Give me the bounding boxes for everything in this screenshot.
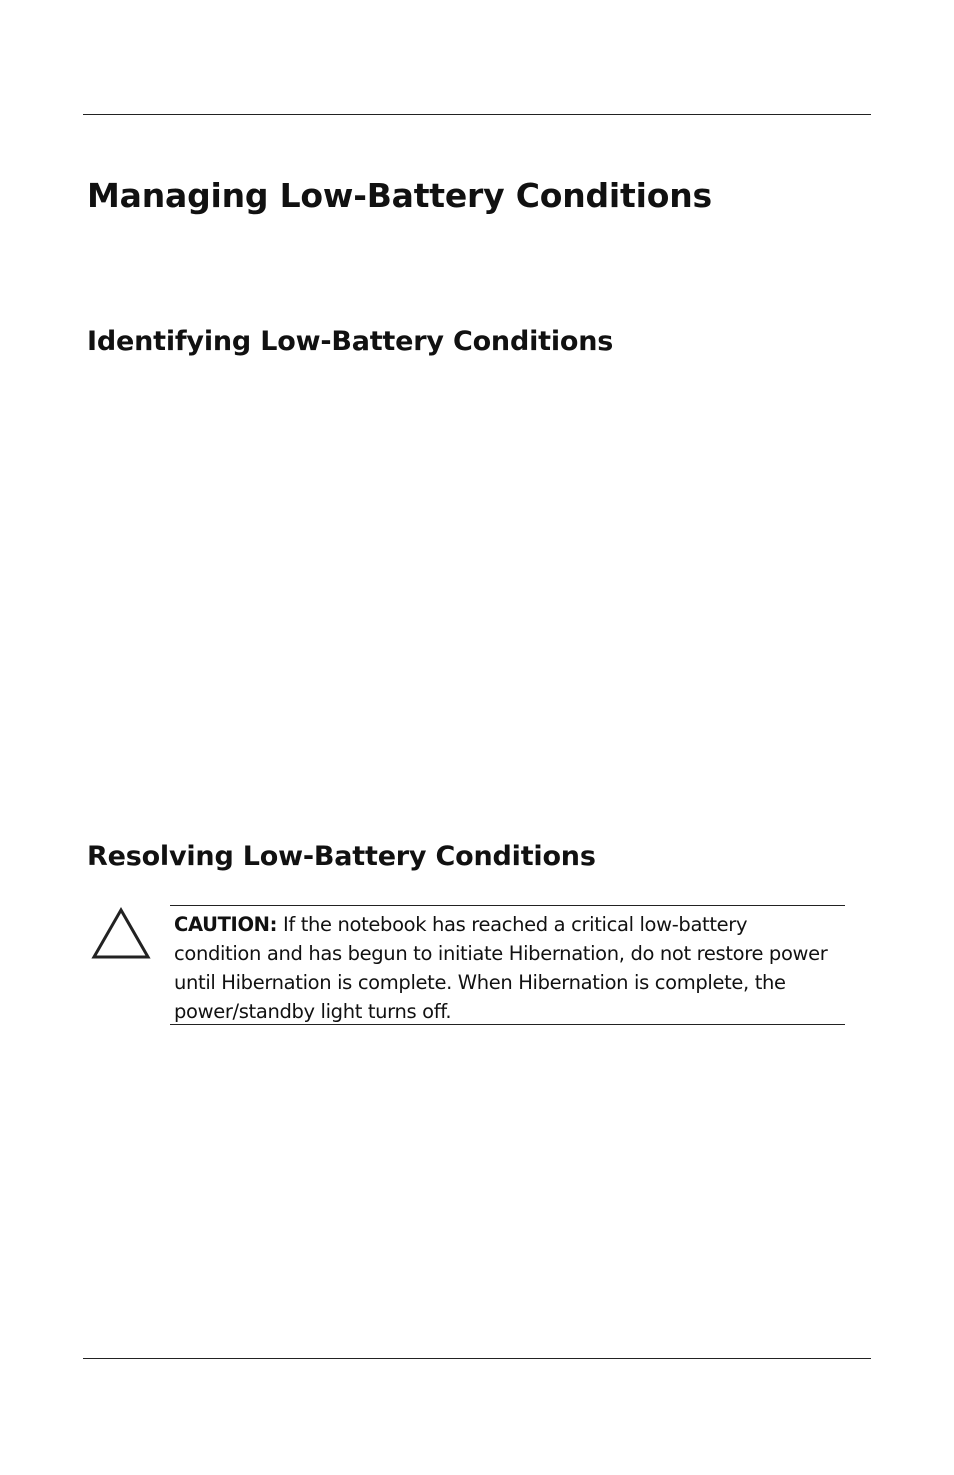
- header-rule: [83, 114, 871, 115]
- footer-rule: [83, 1358, 871, 1359]
- caution-paragraph: [174, 910, 839, 1026]
- section-heading-resolving: Resolving Low-Battery Conditions: [87, 841, 596, 872]
- caution-note: [170, 905, 845, 1025]
- caution-label: CAUTION:: [174, 913, 278, 936]
- caution-triangle-icon: [90, 906, 152, 962]
- page-title: Managing Low-Battery Conditions: [87, 176, 712, 215]
- section-heading-identifying: Identifying Low-Battery Conditions: [87, 326, 614, 357]
- caution-body: If the notebook has reached a critical low-battery condition and has begun to initiate Hibernation, do not restore power until Hibernation is complete. When Hibernation is complete, the power/standby light turns off.: [174, 913, 828, 1023]
